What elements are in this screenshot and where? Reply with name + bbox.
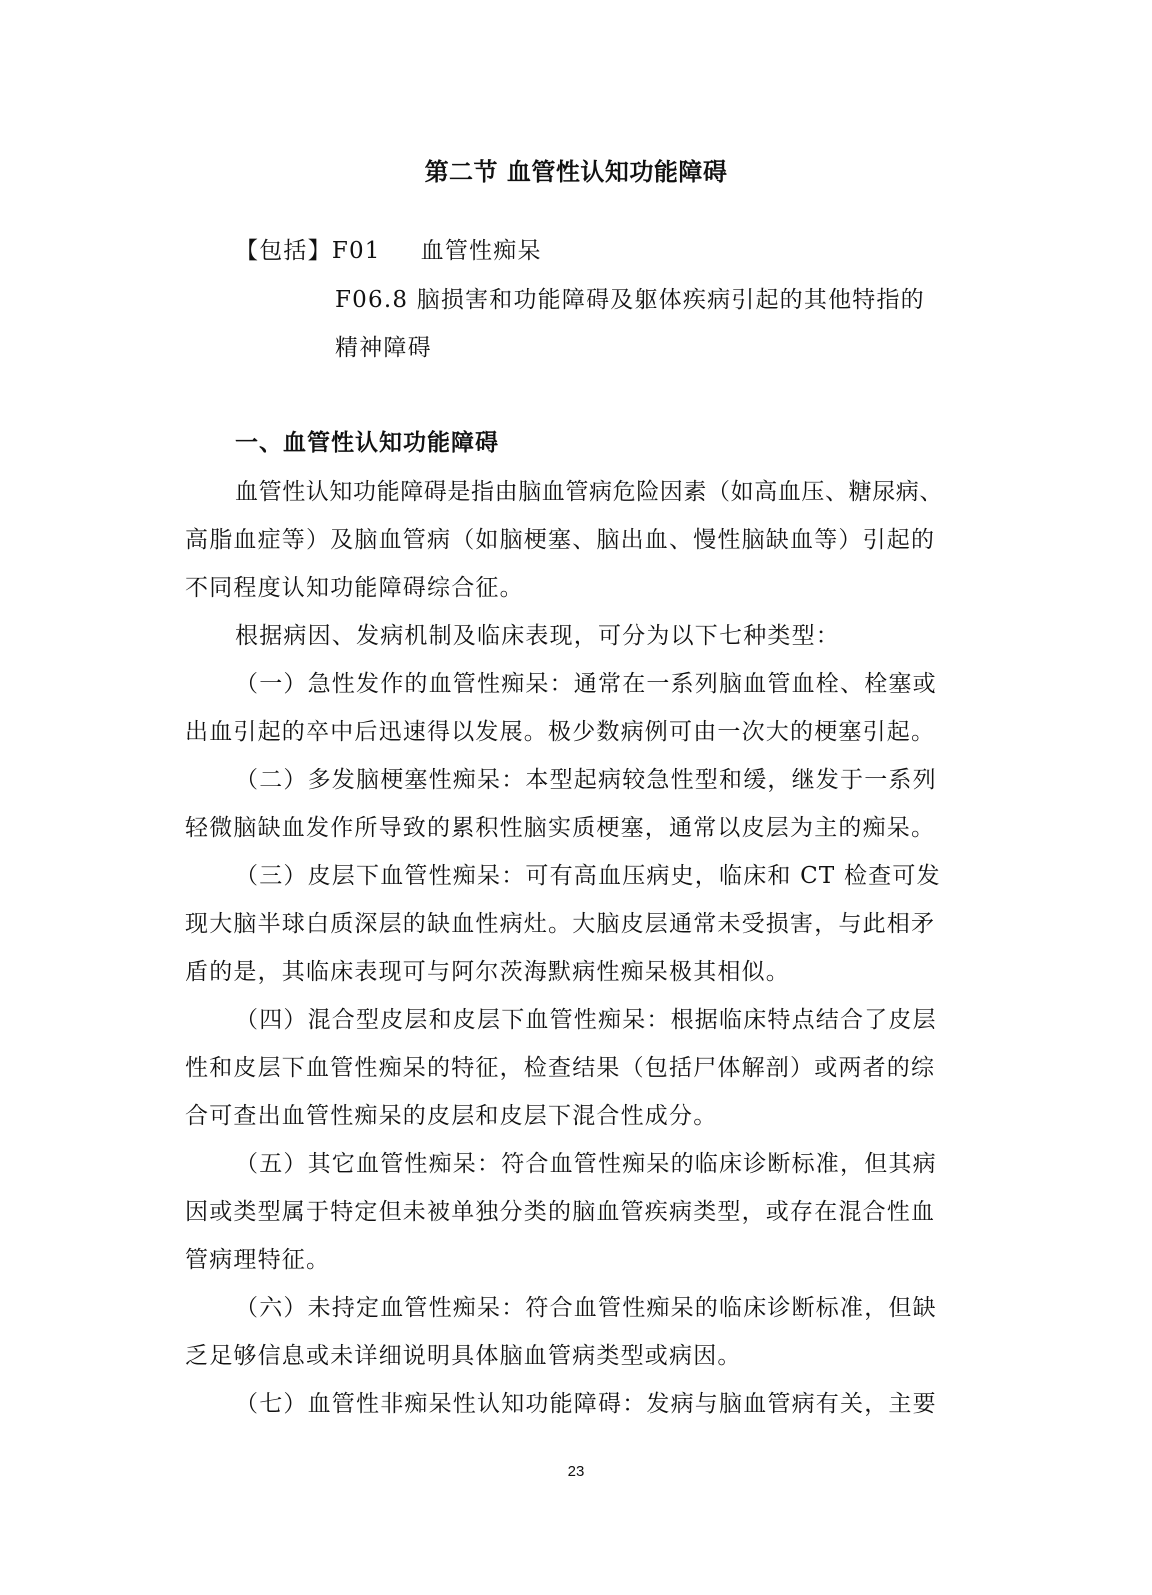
body-line: （六）未持定血管性痴呆：符合血管性痴呆的临床诊断标准，但缺	[235, 1295, 937, 1321]
includes-continuation: 精神障碍	[335, 335, 432, 361]
body-line: 不同程度认知功能障碍综合征。	[185, 575, 524, 601]
includes-code-f01: F01	[331, 238, 381, 264]
body-line: 根据病因、发病机制及临床表现，可分为以下七种类型：	[235, 623, 840, 649]
body-line: 合可查出血管性痴呆的皮层和皮层下混合性成分。	[185, 1103, 718, 1129]
section-title: 第二节 血管性认知功能障碍	[424, 158, 728, 186]
body-line: （七）血管性非痴呆性认知功能障碍：发病与脑血管病有关，主要	[235, 1391, 937, 1417]
body-line: （一）急性发作的血管性痴呆：通常在一系列脑血管血栓、栓塞或	[235, 671, 937, 697]
body-line: 高脂血症等）及脑血管病（如脑梗塞、脑出血、慢性脑缺血等）引起的	[185, 527, 936, 553]
includes-label: 【包括】	[235, 238, 332, 264]
body-line: 性和皮层下血管性痴呆的特征，检查结果（包括尸体解剖）或两者的综	[185, 1055, 936, 1081]
includes-text-f01: 血管性痴呆	[420, 238, 542, 264]
body-line: （四）混合型皮层和皮层下血管性痴呆：根据临床特点结合了皮层	[235, 1007, 937, 1033]
includes-text-f068: 脑损害和功能障碍及躯体疾病引起的其他特指的	[416, 287, 925, 313]
body-line: 管病理特征。	[185, 1247, 331, 1273]
body-line: 血管性认知功能障碍是指由脑血管病危险因素（如高血压、糖尿病、	[235, 479, 943, 505]
includes-line-2	[335, 285, 925, 315]
heading-1: 一、血管性认知功能障碍	[235, 430, 499, 456]
body-line: （二）多发脑梗塞性痴呆：本型起病较急性型和缓，继发于一系列	[235, 767, 937, 793]
includes-code-f068: F06.8	[335, 287, 409, 313]
body-line: （三）皮层下血管性痴呆：可有高血压病史，临床和 CT 检查可发	[235, 863, 941, 889]
includes-line-1	[235, 236, 542, 266]
body-line: （五）其它血管性痴呆：符合血管性痴呆的临床诊断标准，但其病	[235, 1151, 937, 1177]
body-line: 乏足够信息或未详细说明具体脑血管病类型或病因。	[185, 1343, 742, 1369]
body-line: 出血引起的卒中后迅速得以发展。极少数病例可由一次大的梗塞引起。	[185, 719, 936, 745]
page-number: 23	[567, 1463, 585, 1480]
body-line: 因或类型属于特定但未被单独分类的脑血管疾病类型，或存在混合性血	[185, 1199, 936, 1225]
body-line: 轻微脑缺血发作所导致的累积性脑实质梗塞，通常以皮层为主的痴呆。	[185, 815, 936, 841]
body-line: 现大脑半球白质深层的缺血性病灶。大脑皮层通常未受损害，与此相矛	[185, 911, 936, 937]
body-line: 盾的是，其临床表现可与阿尔茨海默病性痴呆极其相似。	[185, 959, 790, 985]
